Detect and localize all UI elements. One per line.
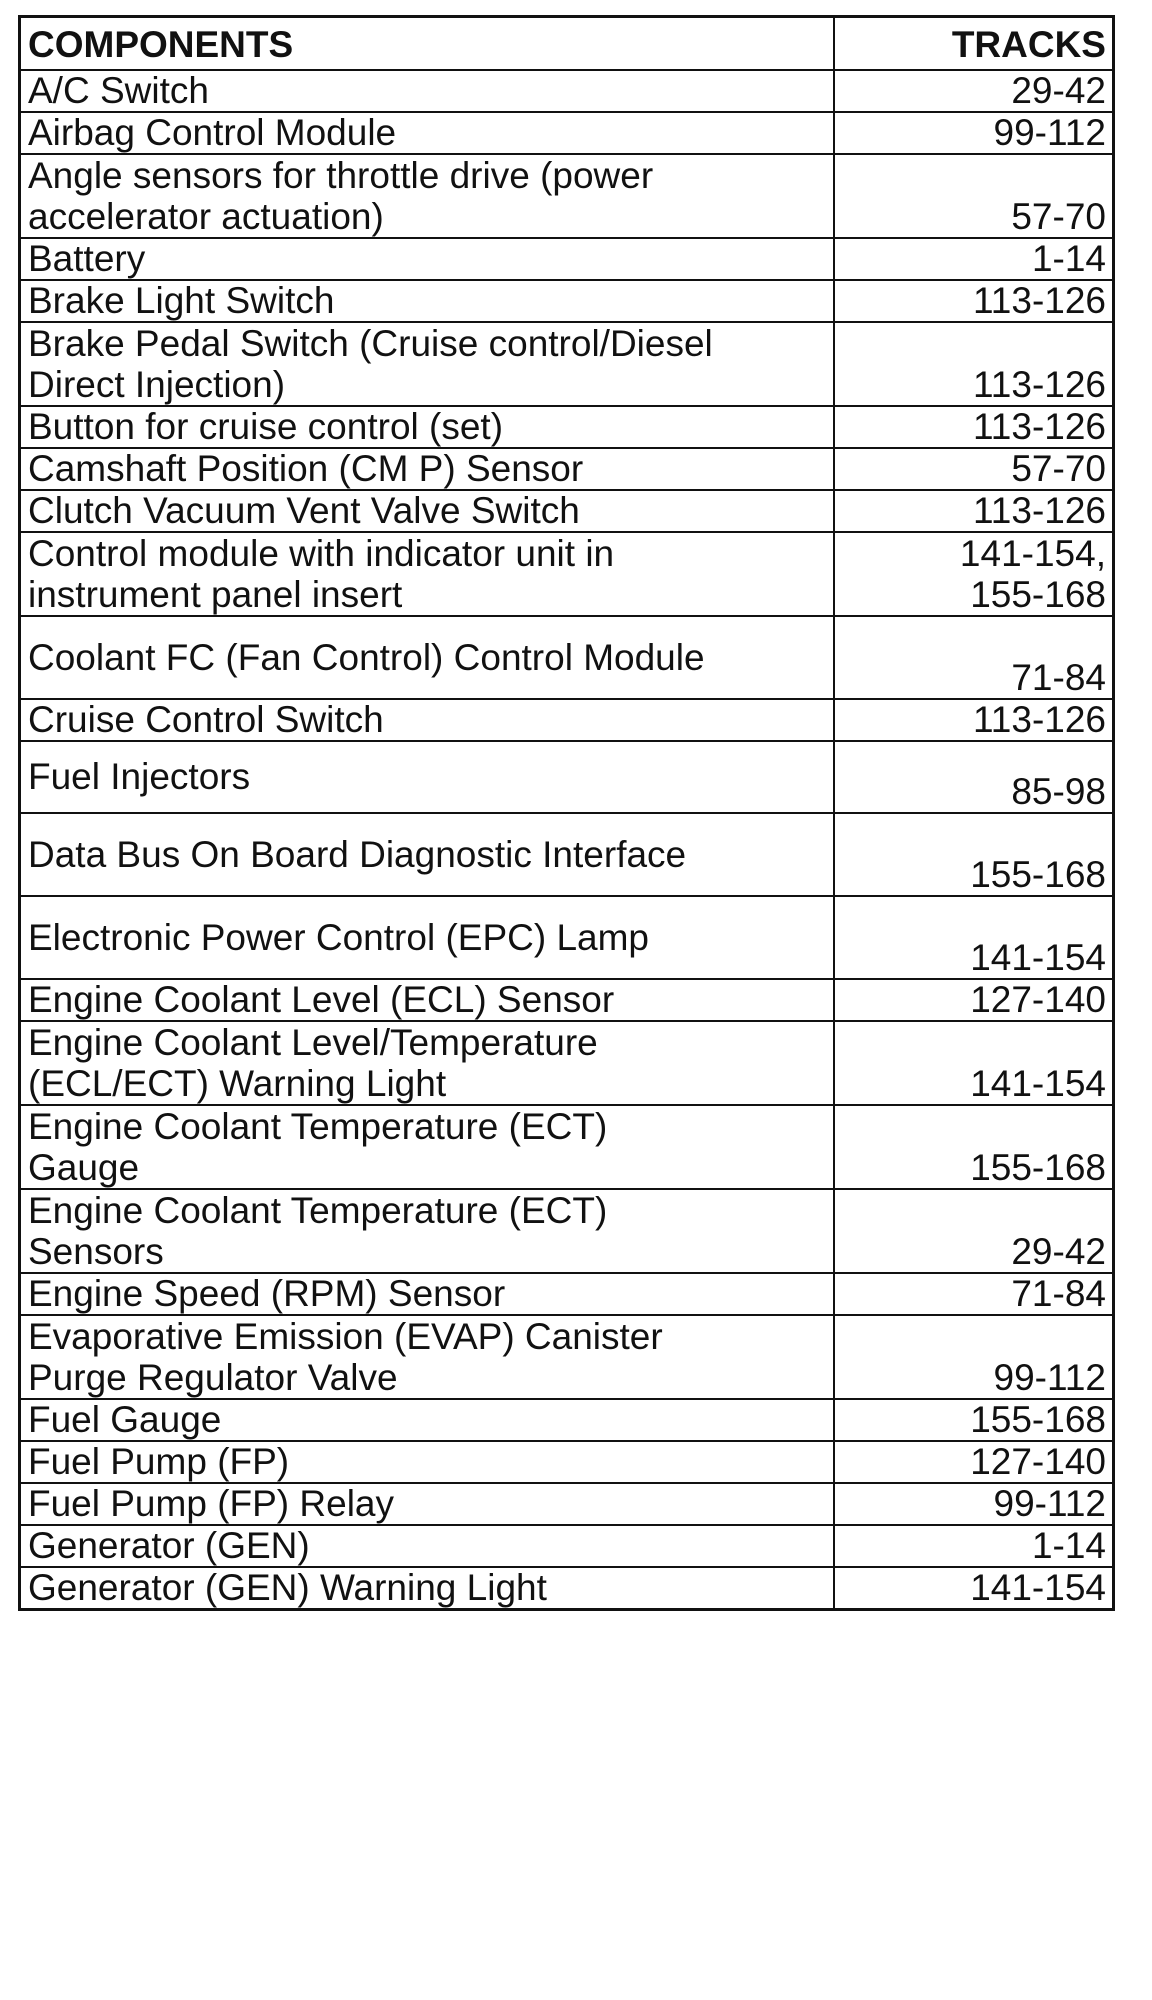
component-cell: Control module with indicator unit in instrument panel insert [20,532,834,616]
component-cell: Engine Coolant Temperature (ECT) Gauge [20,1105,834,1189]
table-row [20,979,1114,1021]
component-cell: Battery [20,238,834,280]
tracks-cell: 29-42 [834,70,1114,112]
table-row [20,741,1114,813]
table-row [20,1525,1114,1567]
table-row [20,699,1114,741]
component-cell: Electronic Power Control (EPC) Lamp [20,896,834,979]
component-cell: Fuel Pump (FP) Relay [20,1483,834,1525]
table-row [20,1567,1114,1610]
tracks-cell: 155-168 [834,1105,1114,1189]
table-row [20,1021,1114,1105]
component-cell: Airbag Control Module [20,112,834,154]
table-row [20,896,1114,979]
component-cell: Evaporative Emission (EVAP) Canister Purge Regulator Valve [20,1315,834,1399]
component-cell: A/C Switch [20,70,834,112]
header-row [20,17,1114,71]
table-row [20,112,1114,154]
component-cell: Generator (GEN) Warning Light [20,1567,834,1610]
tracks-cell: 57-70 [834,448,1114,490]
table-body [20,70,1114,1610]
table-row [20,322,1114,406]
table-row [20,616,1114,699]
component-cell: Camshaft Position (CM P) Sensor [20,448,834,490]
table-row [20,1483,1114,1525]
tracks-cell: 155-168 [834,1399,1114,1441]
tracks-cell: 127-140 [834,1441,1114,1483]
table-row [20,532,1114,616]
tracks-cell: 1-14 [834,238,1114,280]
table-row [20,1105,1114,1189]
table-row [20,490,1114,532]
tracks-cell: 141-154 [834,896,1114,979]
tracks-cell: 155-168 [834,813,1114,896]
component-cell: Brake Light Switch [20,280,834,322]
component-cell: Button for cruise control (set) [20,406,834,448]
tracks-cell: 85-98 [834,741,1114,813]
component-cell: Data Bus On Board Diagnostic Interface [20,813,834,896]
table-row [20,813,1114,896]
components-tracks-table [18,15,1115,1611]
component-cell: Cruise Control Switch [20,699,834,741]
table-row [20,448,1114,490]
component-cell: Coolant FC (Fan Control) Control Module [20,616,834,699]
table-row [20,238,1114,280]
tracks-cell: 113-126 [834,490,1114,532]
component-cell: Fuel Gauge [20,1399,834,1441]
table-row [20,1273,1114,1315]
component-cell: Engine Coolant Temperature (ECT) Sensors [20,1189,834,1273]
tracks-cell: 141-154 [834,1021,1114,1105]
tracks-header: TRACKS [834,17,1114,71]
tracks-cell: 141-154, 155-168 [834,532,1114,616]
component-cell: Engine Coolant Level/Temperature (ECL/ECT) Warning Light [20,1021,834,1105]
component-cell: Fuel Injectors [20,741,834,813]
tracks-cell: 29-42 [834,1189,1114,1273]
tracks-cell: 99-112 [834,1315,1114,1399]
tracks-cell: 113-126 [834,406,1114,448]
table-row [20,70,1114,112]
tracks-cell: 71-84 [834,616,1114,699]
tracks-cell: 113-126 [834,280,1114,322]
tracks-cell: 1-14 [834,1525,1114,1567]
tracks-cell: 141-154 [834,1567,1114,1610]
component-cell: Engine Speed (RPM) Sensor [20,1273,834,1315]
tracks-cell: 99-112 [834,1483,1114,1525]
tracks-cell: 113-126 [834,322,1114,406]
table-row [20,1441,1114,1483]
components-header: COMPONENTS [20,17,834,71]
tracks-cell: 71-84 [834,1273,1114,1315]
tracks-cell: 127-140 [834,979,1114,1021]
table-row [20,1315,1114,1399]
tracks-cell: 57-70 [834,154,1114,238]
component-cell: Angle sensors for throttle drive (power accelerator actuation) [20,154,834,238]
tracks-cell: 113-126 [834,699,1114,741]
component-cell: Brake Pedal Switch (Cruise control/Diesel Direct Injection) [20,322,834,406]
component-cell: Fuel Pump (FP) [20,1441,834,1483]
table-row [20,1399,1114,1441]
table-row [20,1189,1114,1273]
component-cell: Engine Coolant Level (ECL) Sensor [20,979,834,1021]
table-row [20,280,1114,322]
table-row [20,154,1114,238]
component-cell: Clutch Vacuum Vent Valve Switch [20,490,834,532]
component-cell: Generator (GEN) [20,1525,834,1567]
table-row [20,406,1114,448]
tracks-cell: 99-112 [834,112,1114,154]
